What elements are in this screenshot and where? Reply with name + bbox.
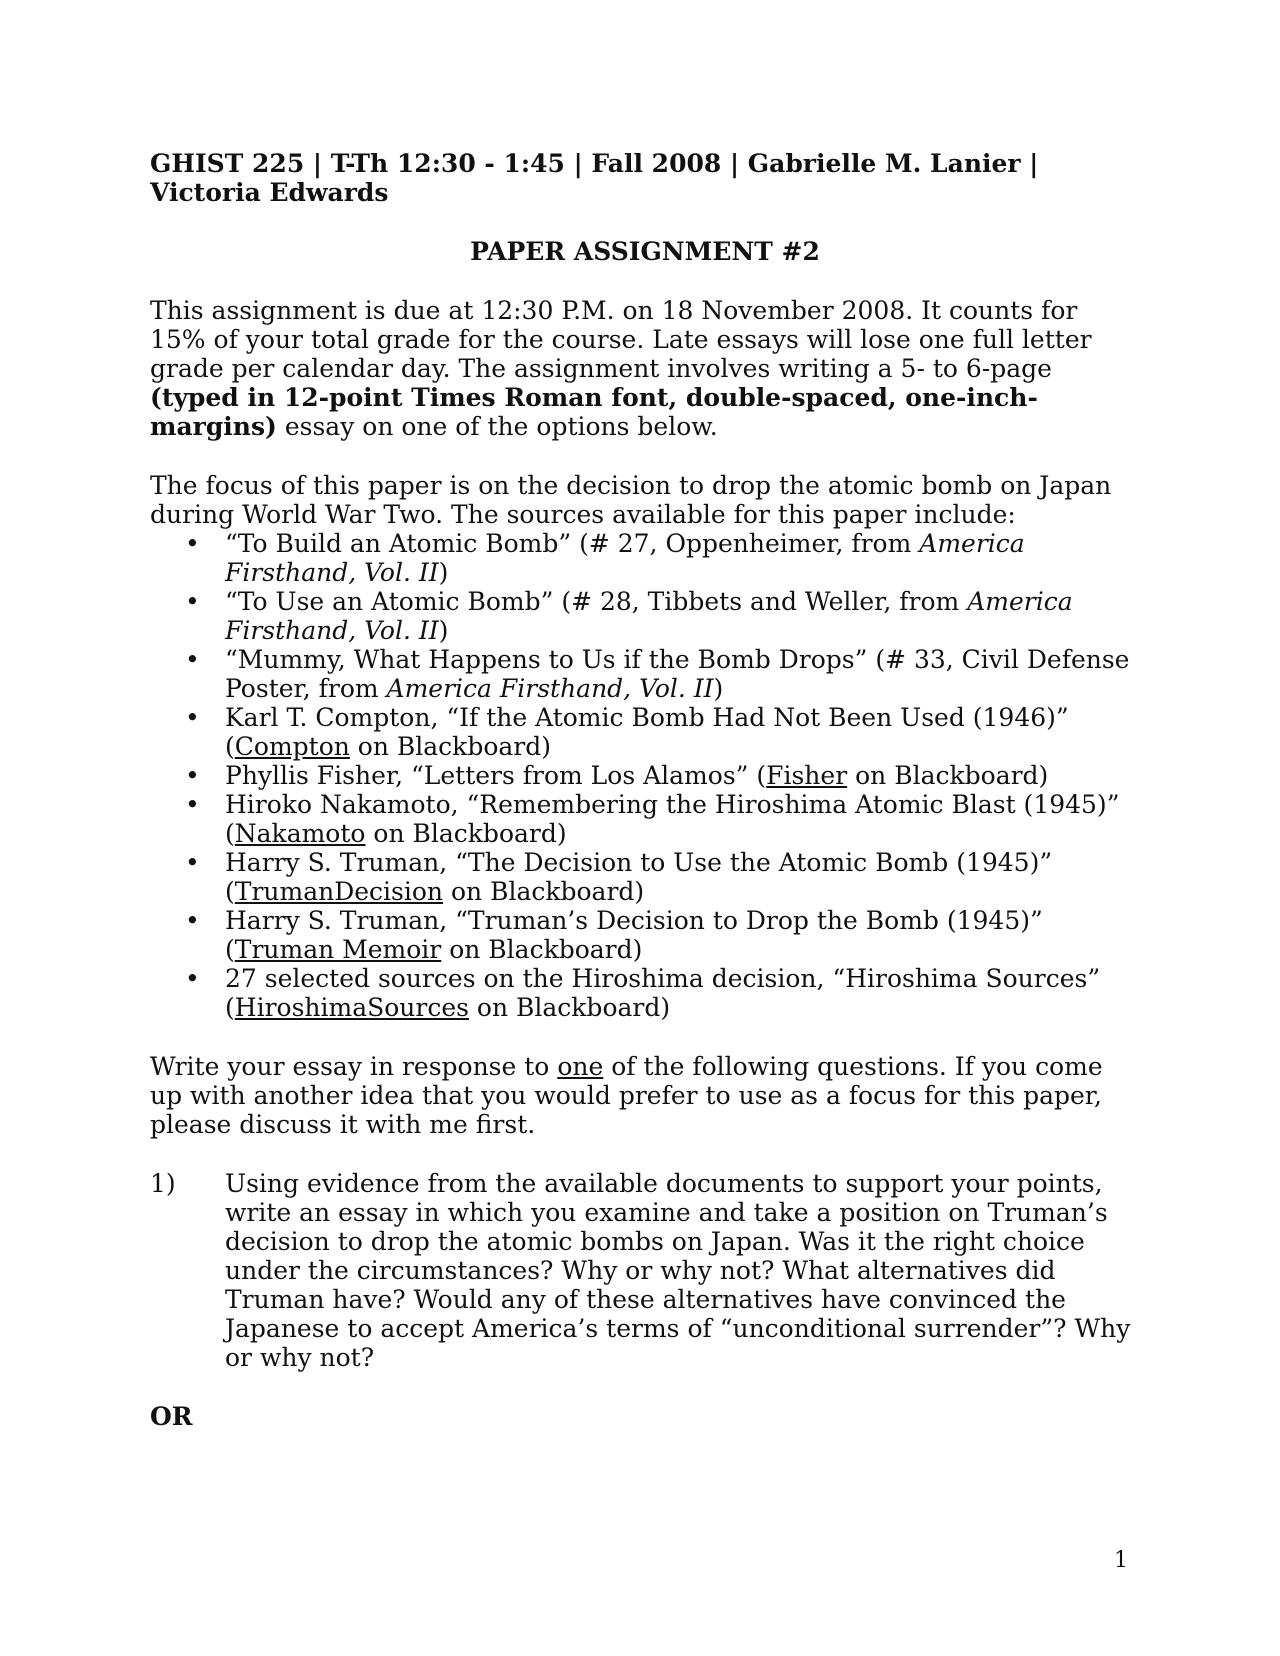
bullet-icon: • [185,703,200,732]
source-item: • Karl T. Compton, “If the Atomic Bomb Had Not Been Used (1946)” (Compton on Blackboard) [185,703,1069,761]
source-book-title: America Firsthand, Vol. II [386,674,714,703]
bullet-icon: • [185,587,200,616]
blackboard-link[interactable]: Fisher [766,761,848,790]
source-item: • “To Build an Atomic Bomb” (# 27, Oppenheimer, from America Firsthand, Vol. II) [185,529,1025,587]
course-header-line2: Victoria Edwards [150,178,389,207]
questions-list [150,1169,1140,1372]
emphasis-one: one [557,1052,604,1081]
bullet-icon: • [185,964,200,993]
question-item [150,1169,1140,1372]
intro-paragraph: This assignment is due at 12:30 P.M. on 18 November 2008. It counts for 15% of your total grade for the course. Late essays will lose one full letter grade per calendar day. The assignment involves writing a 5- to 6-page (typed in 12-point Times Roman font, double-spaced, one-inch-margins) essay on one of the options below. [150,296,1092,441]
blackboard-link[interactable]: Nakamoto [234,819,366,848]
bullet-icon: • [185,761,200,790]
blackboard-link[interactable]: Truman Memoir [234,935,442,964]
source-item: • Harry S. Truman, “Truman’s Decision to Drop the Bomb (1945)” (Truman Memoir on Blackboard) [185,906,1043,964]
instructions-paragraph: Write your essay in response to one of the following questions. If you come up with another idea that you would prefer to use as a focus for this paper, please discuss it with me first. [150,1052,1103,1139]
question-text: Using evidence from the available documents to support your points, write an essay in which you examine and take a position on Truman’s decision to drop the atomic bombs on Japan. Was it the right choice under the circumstances? Why or why not? What alternatives did Truman have? Would any of these alternatives have convinced the Japanese to accept America’s terms of “unconditional surrender”? Why or why not? [225,1169,1131,1372]
source-item: • “Mummy, What Happens to Us if the Bomb Drops” (# 33, Civil Defense Poster, from America Firsthand, Vol. II) [185,645,1130,703]
source-item: • Phyllis Fisher, “Letters from Los Alamos” (Fisher on Blackboard) [185,761,1049,790]
source-item: • 27 selected sources on the Hiroshima decision, “Hiroshima Sources” (HiroshimaSources on Blackboard) [185,964,1101,1022]
assignment-title: PAPER ASSIGNMENT #2 [470,237,820,266]
source-book-title: America Firsthand, Vol. II [225,587,1073,645]
page-number: 1 [1114,1548,1128,1573]
document-body [150,149,1140,1431]
bullet-icon: • [185,790,200,819]
bullet-icon: • [185,529,200,558]
bullet-icon: • [185,906,200,935]
focus-paragraph: The focus of this paper is on the decision to drop the atomic bomb on Japan during World War Two. The sources available for this paper include: [150,471,1112,529]
blackboard-link[interactable]: HiroshimaSources [234,993,469,1022]
course-header-line1: GHIST 225 | T-Th 12:30 - 1:45 | Fall 2008 | Gabrielle M. Lanier | [150,149,1039,178]
sources-list [150,529,1140,1022]
source-item: • Hiroko Nakamoto, “Remembering the Hiroshima Atomic Blast (1945)” (Nakamoto on Blackboard) [185,790,1120,848]
bullet-icon: • [185,848,200,877]
source-item: • “To Use an Atomic Bomb” (# 28, Tibbets and Weller, from America Firsthand, Vol. II) [185,587,1073,645]
bullet-icon: • [185,645,200,674]
question-number: 1) [150,1169,176,1198]
course-header [150,149,1140,207]
or-separator: OR [150,1402,193,1431]
blackboard-link[interactable]: TrumanDecision [234,877,444,906]
source-book-title: America Firsthand, Vol. II [225,529,1025,587]
source-item: • Harry S. Truman, “The Decision to Use the Atomic Bomb (1945)” (TrumanDecision on Blackboard) [185,848,1053,906]
formatting-requirements: (typed in 12-point Times Roman font, double-spaced, one-inch-margins) [150,383,1038,441]
blackboard-link[interactable]: Compton [234,732,350,761]
